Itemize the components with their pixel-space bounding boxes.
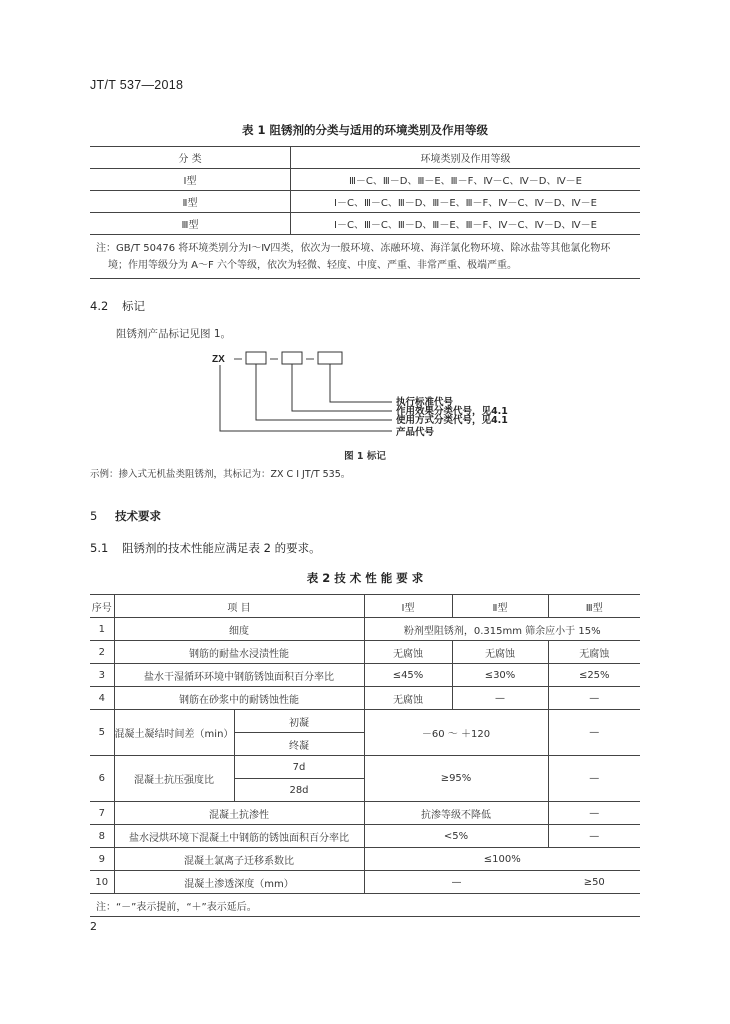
row-number: 9	[90, 848, 114, 871]
row-number: 3	[90, 664, 114, 687]
table-row	[90, 871, 640, 894]
table1-cell-env: Ⅰ－C、Ⅲ－C、Ⅲ－D、Ⅲ－E、Ⅲ－F、Ⅳ－C、Ⅳ－D、Ⅳ－E	[291, 213, 641, 235]
figure1-label-product: 产品代号	[396, 427, 435, 438]
table-row	[90, 710, 640, 733]
row-number: 4	[90, 687, 114, 710]
row-number: 2	[90, 641, 114, 664]
row-value-type12: —	[451, 876, 462, 888]
row-value: ≤100%	[364, 848, 640, 871]
section-4-2-body: 阻锈剂产品标记见图 1。	[116, 328, 232, 340]
row-item: 混凝土抗渗性	[114, 802, 364, 825]
row-item: 钢筋的耐盐水浸渍性能	[114, 641, 364, 664]
row-value-type3: —	[548, 687, 640, 710]
figure1-box-2	[282, 352, 302, 364]
row-value-type3: —	[548, 710, 640, 756]
figure1-label-effect: 作用效果分类代号，见4.1	[396, 406, 508, 417]
row-value-type12: ≥95%	[364, 756, 548, 802]
row-number: 10	[90, 871, 114, 894]
row-subitem: 7d	[234, 756, 364, 779]
table-row	[90, 756, 640, 779]
section-body: 阻锈剂的技术性能应满足表 2 的要求。	[121, 541, 321, 555]
table-row	[90, 802, 640, 825]
table1-cell-type: Ⅲ型	[90, 213, 291, 235]
figure1-box-3	[318, 352, 342, 364]
row-item: 盐水浸烘环境下混凝土中钢筋的锈蚀面积百分率比	[114, 825, 364, 848]
table1-header-env: 环境类别及作用等级	[291, 147, 641, 169]
table1-cell-env: Ⅰ－C、Ⅲ－C、Ⅲ－D、Ⅲ－E、Ⅲ－F、Ⅳ－C、Ⅳ－D、Ⅳ－E	[291, 191, 641, 213]
table2-header-type2: Ⅱ型	[452, 595, 548, 618]
figure1-diagram	[200, 346, 560, 442]
row-item: 混凝土凝结时间差（min）	[114, 710, 234, 756]
section-title: 技术要求	[114, 509, 161, 523]
table2	[90, 594, 640, 917]
table-row	[90, 825, 640, 848]
table2-header-type1: Ⅰ型	[364, 595, 452, 618]
row-value-type12: －60 ～ ＋120	[364, 710, 548, 756]
row-value-type2: ≤30%	[452, 664, 548, 687]
section-4-2-heading	[90, 298, 145, 314]
section-title: 标记	[121, 299, 145, 313]
row-value-type3: ≥50	[583, 876, 605, 888]
table2-title: 表 2 技 术 性 能 要 求	[306, 571, 424, 585]
row-number: 5	[90, 710, 114, 756]
row-value-type3: ≤25%	[548, 664, 640, 687]
table1-cell-type: Ⅱ型	[90, 191, 291, 213]
table1-header-class: 分 类	[90, 147, 291, 169]
standard-code: JT/T 537—2018	[90, 78, 184, 92]
row-subitem: 28d	[234, 779, 364, 802]
figure1-prefix: ZX	[212, 354, 225, 365]
row-value-type1: 无腐蚀	[364, 687, 452, 710]
figure1-caption: 图 1 标记	[344, 451, 386, 462]
row-value-type12: <5%	[364, 825, 548, 848]
row-value-type3: —	[548, 825, 640, 848]
table1-cell-env: Ⅲ－C、Ⅲ－D、Ⅲ－E、Ⅲ－F、Ⅳ－C、Ⅳ－D、Ⅳ－E	[291, 169, 641, 191]
table1-title: 表 1 阻锈剂的分类与适用的环境类别及作用等级	[241, 123, 488, 137]
row-subitem: 终凝	[234, 733, 364, 756]
row-value: 粉剂型阻锈剂，0.315mm 筛余应小于 15%	[364, 618, 640, 641]
figure1-label-usage: 使用方式分类代号，见4.1	[396, 415, 508, 426]
row-value-type1: 无腐蚀	[364, 641, 452, 664]
row-value-type2: —	[452, 687, 548, 710]
row-value-type3: —	[548, 802, 640, 825]
section-number: 5.1	[90, 541, 109, 555]
table2-header-no: 序号	[90, 595, 114, 618]
row-item: 钢筋在砂浆中的耐锈蚀性能	[114, 687, 364, 710]
section-5-heading	[90, 508, 161, 524]
table2-header-type3: Ⅲ型	[548, 595, 640, 618]
figure1-example: 示例：掺入式无机盐类阻锈剂，其标记为：ZX C Ⅰ JT/T 535。	[90, 469, 351, 480]
row-item: 混凝土渗透深度（mm）	[114, 871, 364, 894]
row-value-type1: ≤45%	[364, 664, 452, 687]
section-5-1	[90, 540, 321, 556]
figure1-box-1	[246, 352, 266, 364]
row-value-type3: —	[548, 756, 640, 802]
table1-note	[90, 235, 640, 279]
table-row	[90, 641, 640, 664]
row-value-split	[364, 871, 640, 894]
figure1-label-standard: 执行标准代号	[396, 397, 454, 408]
row-number: 1	[90, 618, 114, 641]
table1-note-line1: 注：GB/T 50476 将环境类别分为Ⅰ～Ⅳ四类，依次为一般环境、冻融环境、海洋氯化物环境、除冰盐等其他氯化物环	[96, 242, 611, 254]
table1-note-line2: 境；作用等级分为 A～F 六个等级，依次为轻微、轻度、中度、严重、非常严重、极端严重。	[108, 259, 517, 271]
row-subitem: 初凝	[234, 710, 364, 733]
page-number: 2	[90, 920, 97, 933]
table-row	[90, 848, 640, 871]
row-number: 8	[90, 825, 114, 848]
row-value-type2: 无腐蚀	[452, 641, 548, 664]
table-row	[90, 687, 640, 710]
row-number: 7	[90, 802, 114, 825]
section-number: 5	[90, 509, 98, 523]
row-value-type12: 抗渗等级不降低	[364, 802, 548, 825]
table2-header-item: 项 目	[114, 595, 364, 618]
table-row	[90, 618, 640, 641]
section-number: 4.2	[90, 299, 109, 313]
table-row	[90, 664, 640, 687]
row-value-type3: 无腐蚀	[548, 641, 640, 664]
table2-note: 注：“－”表示提前，“＋”表示延后。	[90, 894, 640, 917]
table1-cell-type: Ⅰ型	[90, 169, 291, 191]
row-item: 盐水干湿循环环境中钢筋锈蚀面积百分率比	[114, 664, 364, 687]
row-item: 混凝土氯离子迁移系数比	[114, 848, 364, 871]
row-item: 混凝土抗压强度比	[114, 756, 234, 802]
row-item: 细度	[114, 618, 364, 641]
table1	[90, 146, 640, 279]
row-number: 6	[90, 756, 114, 802]
